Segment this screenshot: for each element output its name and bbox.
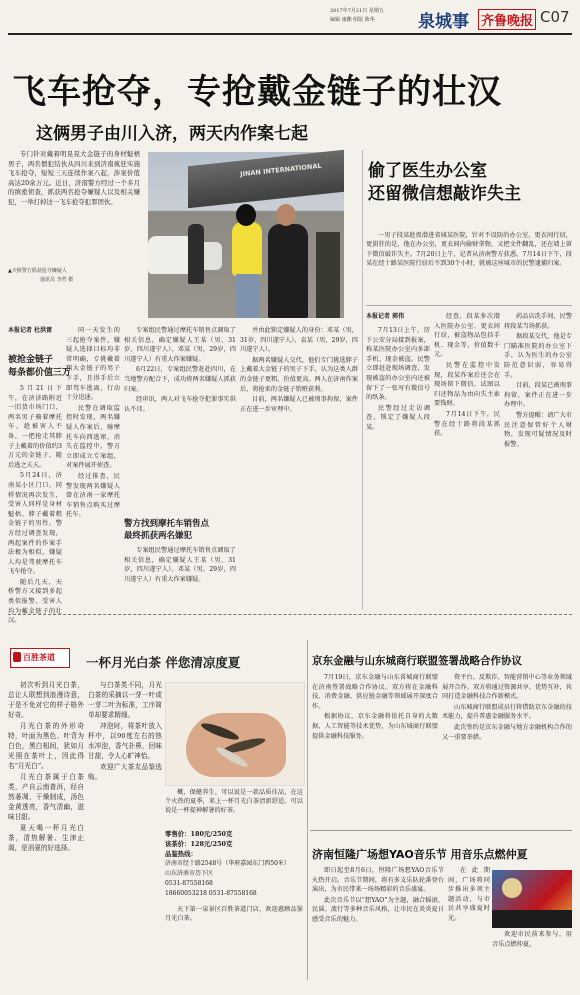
person-far-right xyxy=(316,232,340,318)
person-yellow-head xyxy=(236,204,256,226)
tea-logo xyxy=(10,648,70,668)
tea-brand: 百胜茶道 xyxy=(23,653,55,662)
side-lead: 一男子段某趁夜潜进省城某医院，针对不设防的办公室，更衣间行窃，更猖狂的是，他在办公室，更衣间内偷财拿物，又把文件翻乱，还在墙上留下微信敲诈失主。7月20日上午，记者从济南警方获悉，7月14日下午，段某在经十路某医院行窃后不到30个小时，就被这座城市的民警逮捕归案。 xyxy=(366,232,572,268)
bottom-column-divider xyxy=(307,640,308,980)
tea-photo xyxy=(165,682,305,786)
finance-divider xyxy=(310,830,572,831)
side-reporter: 本报记者 郭伟 xyxy=(366,313,405,320)
tea-price-1: 零售价：180元/250克 xyxy=(165,830,233,838)
paper-logo: 齐鲁晚报 xyxy=(478,9,536,30)
music-headline: 济南恒隆广场想YAO音乐节 用音乐点燃仲夏 xyxy=(312,848,528,861)
main-photo xyxy=(148,152,344,318)
music-col-right-2: 欢迎市民前来参与，用音乐点燃仲夏。 xyxy=(492,931,572,948)
page-number: C07 xyxy=(540,8,570,26)
header-date: 2017年7月21日 星期五 xyxy=(330,8,384,14)
tea-promo: 品鉴热线： xyxy=(165,850,197,858)
section-title: 泉城事 xyxy=(418,12,469,32)
photo-caption: ▲天桥警方抓获抢夺嫌疑人 xyxy=(8,268,67,274)
side-col-3: 药品店洗手间，民警将段某当场抓获。 据段某交代，他是专门瞄准医院的办公室下手，认为医生的办公室防范意识弱，容易得手。 目前，段某已被刑事拘留，案件正在进一步办理中。 警方提醒：请广大市民注意保管好个人财物，发现可疑情况及时报警。 xyxy=(504,313,572,448)
main-reporter: 本报记者 杜洪雷 xyxy=(8,327,53,334)
music-col-right: 在此期间，广场将同步推出多项主题活动，与市民共享盛夏时光。 xyxy=(448,867,490,922)
stage-light xyxy=(502,878,522,898)
tea-col-1: 初次听到月光白茶，总让人联想到浪漫诗意，于是不免对它的样子格外好奇。 月光白茶的外形奇特，叶面为黑色、叶背为白色，黑白相间，犹如月光照在茶叶上，因此得名“月光白”。 月光白茶属于白茶类，产自云南普洱，经自然萎凋、干燥制成，汤色金黄透亮，香气清幽，滋味甘甜。 夏天喝一杯月光白茶，清热解暑、生津止渴，是消夏的好选择。 xyxy=(8,681,84,852)
person-officer-right-head xyxy=(276,204,296,226)
main-col-3: 专案组民警通过摩托车销售点调取了相关信息，确定嫌疑人王某（男，31岁，四川遂宁人）、邓某（男，29岁，四川遂宁人）有重大作案嫌疑。 6月22日，专案组民警赶赴四川，在当地警方配合下，成功将两名嫌疑人抓获归案。 经审讯，两人对飞车抢夺犯罪事实供认不讳。 xyxy=(124,327,236,413)
airport-roof xyxy=(188,150,344,208)
bottom-divider xyxy=(8,614,572,616)
tea-address-1: 济南市经十路2548号（华府嘉园东门西50米） xyxy=(165,860,290,867)
header-editors: 编辑 康鹏 组版 陈华 xyxy=(330,17,375,23)
tea-logo-mark xyxy=(13,652,21,662)
main-col-1: 5月21日下午，在济济路附近一旧货市场门口，两名男子骑着摩托车，趁被害人不备，一把抢走其脖子上戴着的价值约3万元的金链子，随后逃之夭夭。 5月24日，济南某小区门口，同样情况再次发生，受害人同样是身材魁梧、脖子戴着粗金链子的男性。警方经过调查发现，两起案件的作案手法极为相似，嫌疑人均是驾驶摩托车飞车抢夺。 随后几天，天桥警方又接到多起类似报警，受害人均为戴金链子的壮汉。 xyxy=(8,385,62,625)
main-subhead: 这俩男子由川入济，两天内作案七起 xyxy=(36,124,308,144)
tea-col-3: 概，保健养生，可以说是一款品质佳品，在这个火热的夏季，来上一杯月光白茶清新舒适，可以说是一杯提神解暑的好茶。 xyxy=(165,789,303,815)
header-divider xyxy=(8,33,572,35)
person-yellow-legs xyxy=(236,274,260,318)
tea-phone-1: 0531-87558168 xyxy=(165,880,213,887)
subhead-gold-chain: 被抢金链子 每条都价值三万 xyxy=(8,355,72,378)
person-officer-right xyxy=(268,224,308,318)
side-headline: 偷了医生办公室 还留微信想敲诈失主 xyxy=(368,161,521,204)
tea-phone-2: 18660053218 0531-87558168 xyxy=(165,890,257,897)
side-col-2: 经查，段某多次潜入医院办公室、更衣间行窃，被盗物品包括手机、现金等，价值数千元。 民警在监控中发现，段某作案后还会在现场留下微信，试图以归还物品为由向失主索要钱财。 7月14日下午，民警在经十路将段某抓获。 xyxy=(434,313,500,438)
main-headline: 飞车抢夺，专抢戴金链子的壮汉 xyxy=(12,72,502,112)
side-col-1: 7月13日上午，历下公安分局接到报案，称某医院办公室内多部手机、现金被盗。民警立即赶赴现场调查，发现被盗的办公室内还被留下了一张写有微信号的纸条。 民警经过走访调查，锁定了嫌疑人段某。 xyxy=(366,327,430,431)
tea-footer: 天下第一泉景区百胜茶道门店，欢迎惠顾品鉴月光白茶。 xyxy=(165,906,303,923)
main-col-4: 并由此锁定嫌疑人的身份：邓某（男，31岁，四川遂宁人）、袁某（男，29岁，四川遂宁人）。 据两名嫌疑人交代，他们专门挑选脖子上戴着大金链子的男子下手，认为这类人群的金链子更粗、价值更高。两人在济南作案后，将抢来的金链子销赃获利。 目前，两名嫌疑人已被刑事拘留，案件正在进一步审理中。 xyxy=(240,327,358,413)
person-officer-left xyxy=(188,224,204,284)
main-lead: 专门针对戴着明晃晃大金链子的身材魁梧男子，两名惯犯结伙从四川来到济南疯狂实施飞车抢夺，短短三天连续作案八起，涉案价值高达20余万元。近日，济南警方经过一个多月的缜密侦查，抓获两名抢夺嫌疑人以及相关嫌犯，一举打掉这一飞车抢夺犯罪团伙。 xyxy=(8,150,140,206)
tea-prices xyxy=(165,829,303,899)
tea-col-2: 与白茶类不同，月光白茶的采摘以一芽一叶或一芽二叶为标准，工序简单却要求精细。 冲泡时，将茶叶放入杯中，以90度左右的热水冲泡，香气扑鼻，回味甘甜，令人心旷神怡。 欢迎广大茶友品鉴选购。 xyxy=(88,681,162,781)
finance-col-2: 资平台、反欺诈、智能营销中心等业务领域展开合作。双方将通过资源共享、优势互补，共同打造金融科技合作新模式。 山东城商行联盟成员行将借助京东金融的技术能力，提升普惠金融服务水平。 此次签约是京东金融与地方金融机构合作的又一重要举措。 xyxy=(442,674,572,741)
music-photo xyxy=(492,870,572,928)
finance-col-1: 7月19日，京东金融与山东省城商行联盟在济南签署战略合作协议。双方将在金融科技、消费金融、供应链金融等领域展开深度合作。 根据协议，京东金融将依托自身的大数据、人工智能等技术优势，为山东城商行联盟提供金融科技服务。 xyxy=(312,674,438,740)
crowd xyxy=(492,910,572,928)
main-col-3b: 专案组民警通过摩托车销售点调取了相关信息，确定嫌疑人王某（男，31岁，四川遂宁人）、邓某（男，29岁，四川遂宁人）有重大作案嫌疑。 xyxy=(124,547,236,583)
finance-headline: 京东金融与山东城商行联盟签署战略合作协议 xyxy=(312,655,522,667)
main-col-2: 同一天发生的三起抢夺案件，嫌疑人选择目标均非常明确，专挑戴着粗大金链子的男子下手，且得手后立即驾车逃离，行动十分迅速。 民警在调取监控时发现，两名嫌疑人作案后，骑摩托车向西逃窜，消失在监控中。警方立即成立专案组，对案件展开侦查。 经过排查，民警发现两名嫌疑人曾在济南一家摩托车销售点购买过摩托车。 xyxy=(66,327,120,519)
subhead-motorcycle: 警方找到摩托车销售点 最终抓获两名嫌犯 xyxy=(124,519,210,541)
photo-credit: 通讯员 李哲 摄 xyxy=(40,277,74,283)
music-col: 即日起至8月6日，恒隆广场想YAO音乐节火热开启。音乐节期间，将有多支乐队轮番登台演出，为市民带来一场场精彩的音乐盛宴。 此次音乐节以“想YAO”为主题，融合摇滚、民谣、流行等多种音乐风格，让市民在炎炎夏日感受音乐的魅力。 xyxy=(312,867,444,923)
tea-price-2: 该茶价：128元/250克 xyxy=(165,840,233,848)
tea-slogan: 一杯月光白茶 伴您清凉度夏 xyxy=(86,655,241,670)
person-yellow xyxy=(232,222,262,276)
column-divider xyxy=(362,150,363,610)
airport-sign: JINAN INTERNATIONAL xyxy=(239,161,322,179)
tea-address-2: 山东济南市历下区 xyxy=(165,870,214,877)
side-divider xyxy=(366,305,572,306)
